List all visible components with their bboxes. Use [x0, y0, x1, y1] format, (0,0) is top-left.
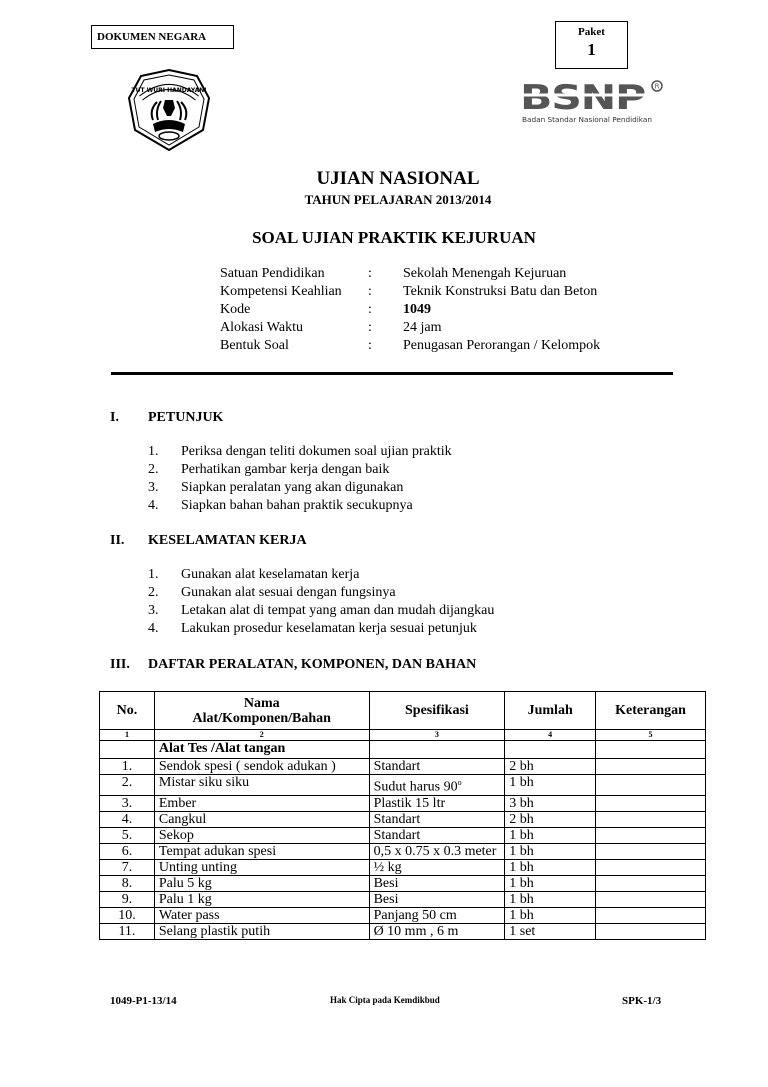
col-header-keterangan: Keterangan: [596, 692, 706, 730]
footer-copyright: Hak Cipta pada Kemdikbud: [330, 995, 440, 1005]
page-subtitle: TAHUN PELAJARAN 2013/2014: [304, 192, 492, 207]
table-row: [100, 811, 706, 827]
row-number: 3.: [100, 795, 155, 811]
row-specification: [369, 759, 505, 775]
col-index: 3: [369, 730, 505, 741]
degree-superscript: o: [457, 778, 462, 787]
row-item-name: Cangkul: [154, 811, 369, 827]
col-index: 4: [505, 730, 596, 741]
meta-colon: :: [368, 338, 372, 353]
list-item-text: Gunakan alat keselamatan kerja: [181, 567, 360, 582]
section-title: PETUNJUK: [148, 410, 224, 425]
table-row: [100, 795, 706, 811]
section-number: I.: [110, 410, 119, 425]
row-specification: [369, 923, 505, 939]
spec-text: Besi: [373, 891, 399, 907]
col-header-nama: [154, 692, 369, 730]
table-row: [100, 875, 706, 891]
row-number: 9.: [100, 891, 155, 907]
row-specification: [369, 859, 505, 875]
spec-text: Standart: [373, 811, 421, 827]
row-number: 6.: [100, 843, 155, 859]
row-item-name: Sekop: [154, 827, 369, 843]
meta-key: Kode: [220, 302, 251, 317]
paket-box: [555, 21, 628, 69]
group-label: Alat Tes /Alat tangan: [154, 741, 369, 759]
row-number: 1.: [100, 759, 155, 775]
spec-text: Ø 10 mm , 6 m: [373, 923, 459, 939]
meta-key: Kompetensi Keahlian: [220, 284, 342, 299]
header-divider: [111, 372, 673, 375]
page-title: UJIAN NASIONAL: [316, 168, 480, 189]
col-header-no: No.: [100, 692, 155, 730]
row-notes: [596, 907, 706, 923]
row-specification: [369, 843, 505, 859]
row-item-name: Unting unting: [154, 859, 369, 875]
col-header-nama-line1: Nama: [243, 695, 280, 711]
meta-value: 24 jam: [403, 320, 442, 335]
row-quantity: 3 bh: [505, 795, 596, 811]
spec-text: Panjang 50 cm: [373, 907, 457, 923]
exam-type-title: SOAL UJIAN PRAKTIK KEJURUAN: [252, 228, 536, 247]
col-index: 2: [154, 730, 369, 741]
meta-colon: :: [368, 284, 372, 299]
row-notes: [596, 811, 706, 827]
row-notes: [596, 827, 706, 843]
table-row: [100, 907, 706, 923]
row-item-name: Palu 1 kg: [154, 891, 369, 907]
row-quantity: 1 set: [505, 923, 596, 939]
row-notes: [596, 795, 706, 811]
svg-text:TUT WURI HANDAYANI: TUT WURI HANDAYANI: [131, 87, 207, 94]
row-notes: [596, 923, 706, 939]
svg-text:R: R: [654, 82, 660, 91]
bsnp-logo: [520, 78, 670, 126]
row-quantity: 1 bh: [505, 891, 596, 907]
tut-wuri-handayani-emblem: [127, 68, 211, 152]
meta-value: 1049: [403, 302, 431, 317]
section-number: III.: [110, 657, 130, 672]
svg-text:BSNP: BSNP: [520, 78, 646, 118]
row-number: 10.: [100, 907, 155, 923]
table-row: [100, 891, 706, 907]
row-specification: [369, 775, 505, 796]
row-notes: [596, 759, 706, 775]
col-header-jumlah: Jumlah: [505, 692, 596, 730]
meta-key: Bentuk Soal: [220, 338, 289, 353]
row-quantity: 1 bh: [505, 859, 596, 875]
row-quantity: 2 bh: [505, 759, 596, 775]
row-item-name: Selang plastik putih: [154, 923, 369, 939]
row-number: 7.: [100, 859, 155, 875]
section-title: DAFTAR PERALATAN, KOMPONEN, DAN BAHAN: [148, 657, 477, 672]
meta-colon: :: [368, 320, 372, 335]
spec-text: Sudut harus 90: [373, 779, 458, 795]
section-number: II.: [110, 533, 125, 548]
list-item-number: 3.: [148, 603, 159, 618]
list-item-number: 2.: [148, 462, 159, 477]
spec-text: Plastik 15 ltr: [373, 795, 446, 811]
spec-text: Standart: [373, 759, 421, 774]
row-notes: [596, 859, 706, 875]
spec-text: ½ kg: [373, 859, 402, 875]
document-classification-label: DOKUMEN NEGARA: [91, 25, 234, 49]
meta-key: Satuan Pendidikan: [220, 266, 325, 281]
paket-label: Paket: [578, 26, 605, 38]
row-quantity: 1 bh: [505, 775, 596, 796]
row-notes: [596, 843, 706, 859]
list-item-text: Siapkan peralatan yang akan digunakan: [181, 480, 404, 495]
row-number: 8.: [100, 875, 155, 891]
svg-text:Badan Standar Nasional Pendidi: Badan Standar Nasional Pendidikan: [522, 115, 652, 124]
row-quantity: 1 bh: [505, 907, 596, 923]
spec-text: Standart: [373, 827, 421, 843]
row-specification: [369, 827, 505, 843]
row-item-name: Palu 5 kg: [154, 875, 369, 891]
spec-text: 0,5 x 0.75 x 0.3 meter: [373, 843, 497, 859]
row-item-name: Ember: [154, 795, 369, 811]
meta-value: Sekolah Menengah Kejuruan: [403, 266, 567, 281]
row-quantity: 1 bh: [505, 843, 596, 859]
footer-page-number: SPK-1/3: [622, 995, 662, 1007]
row-number: 11.: [100, 923, 155, 939]
col-header-nama-line2: Alat/Komponen/Bahan: [192, 710, 331, 726]
list-item-text: Letakan alat di tempat yang aman dan mudah dijangkau: [181, 603, 495, 618]
meta-value: Teknik Konstruksi Batu dan Beton: [403, 284, 598, 299]
row-item-name: Water pass: [154, 907, 369, 923]
list-item-number: 2.: [148, 585, 159, 600]
spec-text: Besi: [373, 875, 399, 891]
col-header-spesifikasi: Spesifikasi: [369, 692, 505, 730]
row-notes: [596, 875, 706, 891]
row-quantity: 1 bh: [505, 875, 596, 891]
list-item-text: Periksa dengan teliti dokumen soal ujian praktik: [181, 444, 452, 459]
row-item-name: Mistar siku siku: [154, 775, 369, 796]
footer-doc-code: 1049-P1-13/14: [110, 995, 177, 1007]
row-quantity: 1 bh: [505, 827, 596, 843]
list-item-number: 4.: [148, 498, 159, 513]
row-specification: [369, 907, 505, 923]
row-notes: [596, 775, 706, 796]
list-item-text: Siapkan bahan bahan praktik secukupnya: [181, 498, 413, 513]
row-item-name: Sendok spesi ( sendok adukan ): [154, 759, 369, 775]
table-row: [100, 843, 706, 859]
meta-key: Alokasi Waktu: [220, 320, 303, 335]
list-item-number: 3.: [148, 480, 159, 495]
paket-number: 1: [587, 40, 596, 59]
table-row: [100, 775, 706, 796]
table-row: [100, 759, 706, 775]
col-index: 1: [100, 730, 155, 741]
row-specification: [369, 875, 505, 891]
row-specification: [369, 795, 505, 811]
list-item-text: Gunakan alat sesuai dengan fungsinya: [181, 585, 396, 600]
list-item-number: 1.: [148, 567, 159, 582]
row-number: 2.: [100, 775, 155, 796]
table-row: [100, 859, 706, 875]
section-title: KESELAMATAN KERJA: [148, 533, 307, 548]
meta-colon: :: [368, 302, 372, 317]
row-number: 5.: [100, 827, 155, 843]
equipment-table: [99, 691, 706, 940]
table-row: [100, 923, 706, 939]
list-item-number: 4.: [148, 621, 159, 636]
row-number: 4.: [100, 811, 155, 827]
row-specification: [369, 891, 505, 907]
table-row: [100, 827, 706, 843]
col-index: 5: [596, 730, 706, 741]
meta-colon: :: [368, 266, 372, 281]
list-item-number: 1.: [148, 444, 159, 459]
list-item-text: Lakukan prosedur keselamatan kerja sesuai petunjuk: [181, 621, 477, 636]
list-item-text: Perhatikan gambar kerja dengan baik: [181, 462, 390, 477]
row-quantity: 2 bh: [505, 811, 596, 827]
row-item-name: Tempat adukan spesi: [154, 843, 369, 859]
meta-value: Penugasan Perorangan / Kelompok: [403, 338, 601, 353]
row-notes: [596, 891, 706, 907]
row-specification: [369, 811, 505, 827]
group-row: [100, 741, 706, 759]
